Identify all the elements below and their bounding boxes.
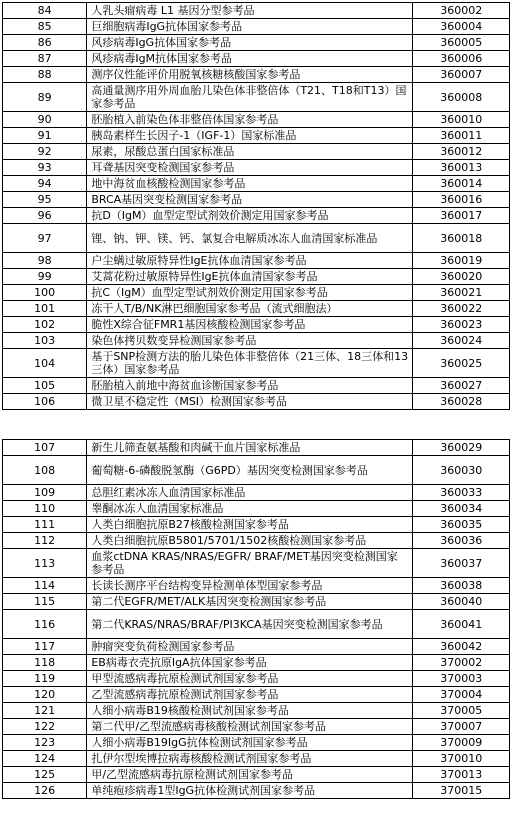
product-name: 甲/乙型流感病毒抗原检测试剂国家参考品	[87, 767, 413, 783]
product-code: 370009	[413, 735, 510, 751]
product-name: 肿瘤突变负荷检测国家参考品	[87, 639, 413, 655]
product-code: 370010	[413, 751, 510, 767]
table-row	[3, 687, 510, 703]
row-number: 116	[3, 610, 87, 639]
table-2-body	[3, 440, 510, 799]
table-row	[3, 208, 510, 224]
reference-material-table-2	[2, 439, 510, 799]
row-number: 92	[3, 144, 87, 160]
row-number: 93	[3, 160, 87, 176]
table-row	[3, 440, 510, 456]
table-row	[3, 671, 510, 687]
reference-material-table-1	[2, 2, 510, 410]
product-code: 360002	[413, 3, 510, 19]
table-row	[3, 533, 510, 549]
row-number: 114	[3, 578, 87, 594]
table-row	[3, 19, 510, 35]
product-name: EB病毒衣壳抗原IgA抗体国家参考品	[87, 655, 413, 671]
row-number: 103	[3, 333, 87, 349]
product-code: 360018	[413, 224, 510, 253]
row-number: 126	[3, 783, 87, 799]
table-row	[3, 501, 510, 517]
product-name: 人细小病毒B19IgG抗体检测试剂国家参考品	[87, 735, 413, 751]
product-name: 脆性X综合征FMR1基因核酸检测国家参考品	[87, 317, 413, 333]
product-name: 冻干人T/B/NK淋巴细胞国家参考品（流式细胞法）	[87, 301, 413, 317]
table-row	[3, 269, 510, 285]
table-row	[3, 67, 510, 83]
table-row	[3, 703, 510, 719]
product-name: 尿素，尿酸总蛋白国家标准品	[87, 144, 413, 160]
row-number: 122	[3, 719, 87, 735]
product-code: 370004	[413, 687, 510, 703]
product-code: 370007	[413, 719, 510, 735]
row-number: 121	[3, 703, 87, 719]
product-code: 360034	[413, 501, 510, 517]
table-row	[3, 112, 510, 128]
row-number: 86	[3, 35, 87, 51]
product-name: 人细小病毒B19核酸检测试剂国家参考品	[87, 703, 413, 719]
row-number: 106	[3, 394, 87, 410]
product-name: 第二代甲/乙型流感病毒核酸检测试剂国家参考品	[87, 719, 413, 735]
table-row	[3, 594, 510, 610]
row-number: 88	[3, 67, 87, 83]
row-number: 111	[3, 517, 87, 533]
table-row	[3, 378, 510, 394]
product-name: 单纯疱疹病毒1型IgG抗体检测试剂国家参考品	[87, 783, 413, 799]
product-name: 锂、钠、钾、镁、钙、氯复合电解质冰冻人血清国家标准品	[87, 224, 413, 253]
product-name: 胰岛素样生长因子-1（IGF-1）国家标准品	[87, 128, 413, 144]
product-name: 胚胎植入前染色体非整倍体国家参考品	[87, 112, 413, 128]
row-number: 112	[3, 533, 87, 549]
product-code: 360027	[413, 378, 510, 394]
product-code: 370002	[413, 655, 510, 671]
row-number: 99	[3, 269, 87, 285]
row-number: 120	[3, 687, 87, 703]
row-number: 125	[3, 767, 87, 783]
product-code: 360004	[413, 19, 510, 35]
product-code: 360024	[413, 333, 510, 349]
row-number: 96	[3, 208, 87, 224]
row-number: 90	[3, 112, 87, 128]
product-name: 基于SNP检测方法的胎儿染色体非整倍体（21三体、18三体和13三体）国家参考品	[87, 349, 413, 378]
product-code: 360021	[413, 285, 510, 301]
product-code: 360030	[413, 456, 510, 485]
table-row	[3, 517, 510, 533]
product-name: 风疹病毒IgG抗体国家参考品	[87, 35, 413, 51]
table-row	[3, 333, 510, 349]
product-code: 360019	[413, 253, 510, 269]
product-code: 360006	[413, 51, 510, 67]
product-code: 360013	[413, 160, 510, 176]
table-row	[3, 51, 510, 67]
row-number: 95	[3, 192, 87, 208]
table-row	[3, 719, 510, 735]
product-code: 370003	[413, 671, 510, 687]
table-row	[3, 610, 510, 639]
product-code: 360005	[413, 35, 510, 51]
table-row	[3, 639, 510, 655]
product-code: 370013	[413, 767, 510, 783]
product-code: 360017	[413, 208, 510, 224]
row-number: 109	[3, 485, 87, 501]
product-code: 360041	[413, 610, 510, 639]
row-number: 85	[3, 19, 87, 35]
row-number: 94	[3, 176, 87, 192]
product-name: 胚胎植入前地中海贫血诊断国家参考品	[87, 378, 413, 394]
row-number: 105	[3, 378, 87, 394]
product-code: 360007	[413, 67, 510, 83]
row-number: 104	[3, 349, 87, 378]
table-row	[3, 655, 510, 671]
table-row	[3, 35, 510, 51]
product-name: 测序仪性能评价用脱氧核糖核酸国家参考品	[87, 67, 413, 83]
product-code: 360010	[413, 112, 510, 128]
product-name: 人类白细胞抗原B27核酸检测国家参考品	[87, 517, 413, 533]
product-name: 睾酮冰冻人血清国家标准品	[87, 501, 413, 517]
product-name: 扎伊尔型埃博拉病毒核酸检测试剂国家参考品	[87, 751, 413, 767]
table-row	[3, 349, 510, 378]
product-name: 乙型流感病毒抗原检测试剂国家参考品	[87, 687, 413, 703]
product-code: 360033	[413, 485, 510, 501]
product-name: 微卫星不稳定性（MSI）检测国家参考品	[87, 394, 413, 410]
product-code: 360023	[413, 317, 510, 333]
product-name: 巨细胞病毒IgG抗体国家参考品	[87, 19, 413, 35]
product-name: 人乳头瘤病毒 L1 基因分型参考品	[87, 3, 413, 19]
product-name: 新生儿筛查氨基酸和肉碱干血片国家标准品	[87, 440, 413, 456]
row-number: 101	[3, 301, 87, 317]
row-number: 84	[3, 3, 87, 19]
row-number: 91	[3, 128, 87, 144]
table-row	[3, 783, 510, 799]
row-number: 117	[3, 639, 87, 655]
row-number: 118	[3, 655, 87, 671]
product-name: 耳聋基因突变检测国家参考品	[87, 160, 413, 176]
product-code: 360012	[413, 144, 510, 160]
table-row	[3, 735, 510, 751]
table-row	[3, 285, 510, 301]
table-row	[3, 301, 510, 317]
product-code: 360035	[413, 517, 510, 533]
product-code: 360022	[413, 301, 510, 317]
product-name: 甲型流感病毒抗原检测试剂国家参考品	[87, 671, 413, 687]
table-row	[3, 485, 510, 501]
table-row	[3, 767, 510, 783]
product-name: 血浆ctDNA KRAS/NRAS/EGFR/ BRAF/MET基因突变检测国家参考品	[87, 549, 413, 578]
product-name: 第二代KRAS/NRAS/BRAF/PI3KCA基因突变检测国家参考品	[87, 610, 413, 639]
product-code: 360040	[413, 594, 510, 610]
product-name: 葡萄糖-6-磷酸脱氢酶（G6PD）基因突变检测国家参考品	[87, 456, 413, 485]
row-number: 87	[3, 51, 87, 67]
row-number: 89	[3, 83, 87, 112]
product-name: 人类白细胞抗原B5801/5701/1502核酸检测国家参考品	[87, 533, 413, 549]
row-number: 113	[3, 549, 87, 578]
product-name: 地中海贫血核酸检测国家参考品	[87, 176, 413, 192]
product-name: 抗C（IgM）血型定型试剂效价测定用国家参考品	[87, 285, 413, 301]
table-row	[3, 83, 510, 112]
product-code: 360038	[413, 578, 510, 594]
table-row	[3, 394, 510, 410]
table-row	[3, 253, 510, 269]
product-code: 360042	[413, 639, 510, 655]
product-name: 第二代EGFR/MET/ALK基因突变检测国家参考品	[87, 594, 413, 610]
product-code: 360014	[413, 176, 510, 192]
product-code: 360036	[413, 533, 510, 549]
row-number: 107	[3, 440, 87, 456]
row-number: 110	[3, 501, 87, 517]
table-row	[3, 160, 510, 176]
product-code: 360008	[413, 83, 510, 112]
product-code: 360037	[413, 549, 510, 578]
product-name: 艾蒿花粉过敏原特异性IgE抗体血清国家参考品	[87, 269, 413, 285]
product-code: 360029	[413, 440, 510, 456]
product-name: 风疹病毒IgM抗体国家参考品	[87, 51, 413, 67]
row-number: 123	[3, 735, 87, 751]
table-row	[3, 144, 510, 160]
table-row	[3, 578, 510, 594]
row-number: 98	[3, 253, 87, 269]
table-row	[3, 128, 510, 144]
table-row	[3, 3, 510, 19]
table-row	[3, 317, 510, 333]
product-code: 370005	[413, 703, 510, 719]
table-row	[3, 456, 510, 485]
product-code: 360020	[413, 269, 510, 285]
table-row	[3, 192, 510, 208]
table-row	[3, 549, 510, 578]
product-name: 总胆红素冰冻人血清国家标准品	[87, 485, 413, 501]
product-name: BRCA基因突变检测国家参考品	[87, 192, 413, 208]
product-name: 户尘螨过敏原特异性IgE抗体血清国家参考品	[87, 253, 413, 269]
product-name: 染色体拷贝数变异检测国家参考品	[87, 333, 413, 349]
product-name: 抗D（IgM）血型定型试剂效价测定用国家参考品	[87, 208, 413, 224]
product-code: 360025	[413, 349, 510, 378]
table-1-body	[3, 3, 510, 410]
row-number: 115	[3, 594, 87, 610]
row-number: 102	[3, 317, 87, 333]
table-row	[3, 751, 510, 767]
row-number: 108	[3, 456, 87, 485]
product-name: 高通量测序用外周血胎儿染色体非整倍体（T21、T18和T13）国家参考品	[87, 83, 413, 112]
product-name: 长读长测序平台结构变异检测单体型国家参考品	[87, 578, 413, 594]
row-number: 100	[3, 285, 87, 301]
row-number: 119	[3, 671, 87, 687]
product-code: 360011	[413, 128, 510, 144]
table-row	[3, 176, 510, 192]
table-row	[3, 224, 510, 253]
product-code: 370015	[413, 783, 510, 799]
product-code: 360016	[413, 192, 510, 208]
product-code: 360028	[413, 394, 510, 410]
row-number: 124	[3, 751, 87, 767]
row-number: 97	[3, 224, 87, 253]
